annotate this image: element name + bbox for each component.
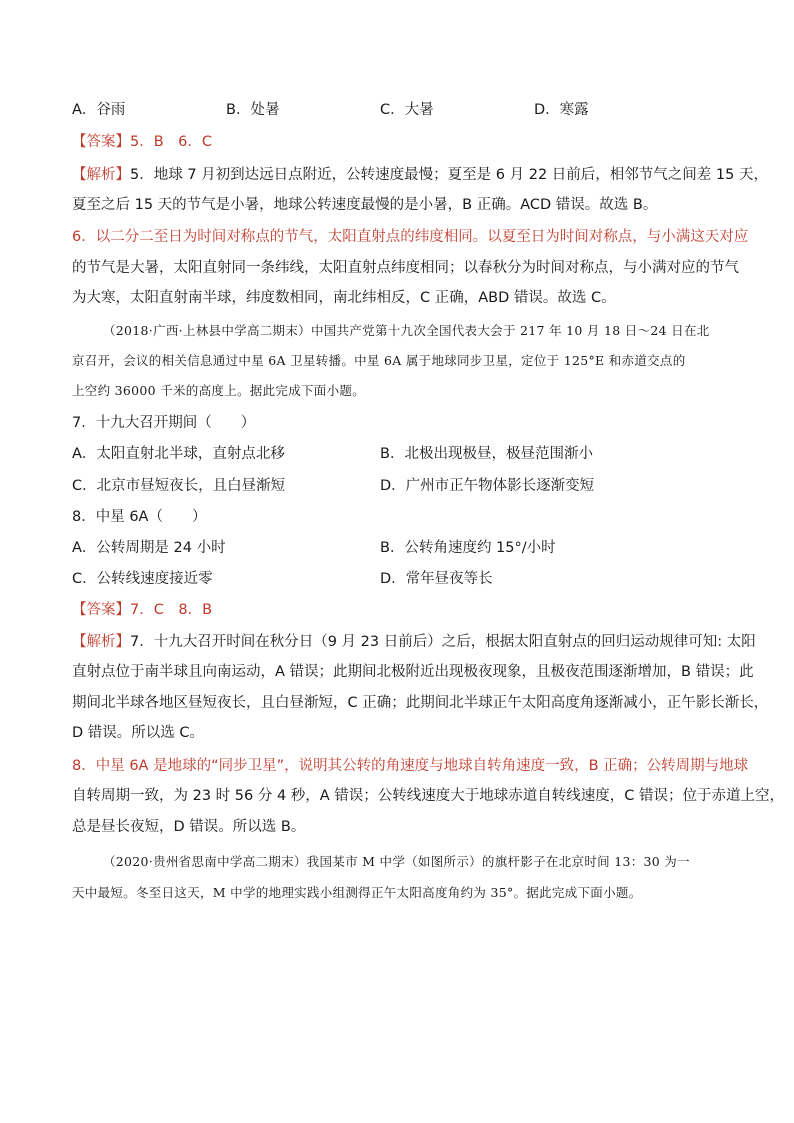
- option-c: C．大暑: [380, 102, 434, 118]
- analysis-line: 直射点位于南半球且向南运动，A 错误；此期间北极附近出现极夜现象，且极夜范围逐渐增加，B 错误；此: [72, 664, 754, 680]
- analysis-tag: 【解析】: [72, 634, 130, 650]
- analysis-line: 夏至之后 15 天的节气是小暑，地球公转速度最慢的是小暑，B 正确。ACD 错误。故选 B。: [72, 197, 658, 213]
- analysis-line: [72, 632, 756, 652]
- option-b: B．公转角速度约 15°/小时: [380, 540, 556, 556]
- option-c: C．北京市昼短夜长，且白昼渐短: [72, 478, 286, 494]
- option-d: D．常年昼夜等长: [380, 571, 493, 587]
- option-a: A．公转周期是 24 小时: [72, 540, 226, 556]
- answer-block-2: [72, 600, 212, 620]
- answer-text: 7．C 8．B: [130, 602, 213, 618]
- passage-line: 天中最短。冬至日这天，M 中学的地理实践小组测得正午太阳高度角约为 35°。据此完成下面小题。: [72, 885, 642, 900]
- option-a: A．谷雨: [72, 102, 126, 118]
- option-c: C．公转线速度接近零: [72, 571, 213, 587]
- analysis-line: 为大寒，太阳直射南半球，纬度数相同，南北纬相反，C 正确，ABD 错误。故选 C。: [72, 290, 616, 306]
- analysis-line: 自转周期一致，为 23 时 56 分 4 秒，A 错误；公转线速度大于地球赤道自转线速度，C 错误；位于赤道上空，: [72, 788, 785, 804]
- analysis-line: 期间北半球各地区昼短夜长，且白昼渐短，C 正确；此期间北半球正午太阳高度角逐渐减小，正午影长渐长，: [72, 695, 769, 711]
- analysis-text: 7．十九大召开时间在秋分日（9 月 23 日前后）之后，根据太阳直射点的回归运动规律可知: 太阳: [130, 634, 756, 650]
- option-b: B．处暑: [226, 102, 280, 118]
- analysis-line: [72, 165, 768, 185]
- passage-line: 上空约 36000 千米的高度上。据此完成下面小题。: [72, 383, 366, 398]
- passage-line: 京召开，会议的相关信息通过中星 6A 卫星转播。中星 6A 属于地球同步卫星，定位于 125°E 和赤道交点的: [72, 353, 686, 368]
- option-b: B．北极出现极昼，极昼范围渐小: [380, 446, 593, 462]
- analysis-tag: 【解析】: [72, 167, 130, 183]
- analysis-line: 6．以二分二至日为时间对称点的节气，太阳直射点的纬度相同。以夏至日为时间对称点，与小满这天对应: [72, 229, 749, 245]
- answer-tag: 【答案】: [72, 134, 130, 150]
- option-a: A．太阳直射北半球，直射点北移: [72, 446, 285, 462]
- option-d: D．广州市正午物体影长逐渐变短: [380, 478, 595, 494]
- question-7-stem: 7．十九大召开期间（ ）: [72, 415, 256, 431]
- question-8-stem: 8．中星 6A（ ）: [72, 509, 207, 525]
- option-d: D．寒露: [534, 102, 589, 118]
- answer-text: 5．B 6．C: [130, 134, 213, 150]
- passage-line: （2018·广西·上林县中学高二期末）中国共产党第十九次全国代表大会于 217 年 10 月 18 日～24 日在北: [103, 323, 710, 338]
- answer-block-1: [72, 132, 212, 152]
- analysis-line: 8．中星 6A 是地球的“同步卫星”，说明其公转的角速度与地球自转角速度一致，B 正确；公转周期与地球: [72, 758, 749, 774]
- passage-line: （2020·贵州省思南中学高二期末）我国某市 M 中学（如图所示）的旗杆影子在北京时间 13：30 为一: [103, 854, 690, 869]
- analysis-text: 5．地球 7 月初到达远日点附近，公转速度最慢；夏至是 6 月 22 日前后，相邻节气之间差 15 天，: [130, 167, 768, 183]
- analysis-line: 总是昼长夜短，D 错误。所以选 B。: [72, 819, 306, 835]
- analysis-line: 的节气是大暑，太阳直射同一条纬线，太阳直射点纬度相同；以春秋分为时间对称点，与小满对应的节气: [72, 260, 739, 276]
- analysis-line: D 错误。所以选 C。: [72, 725, 205, 741]
- answer-tag: 【答案】: [72, 602, 130, 618]
